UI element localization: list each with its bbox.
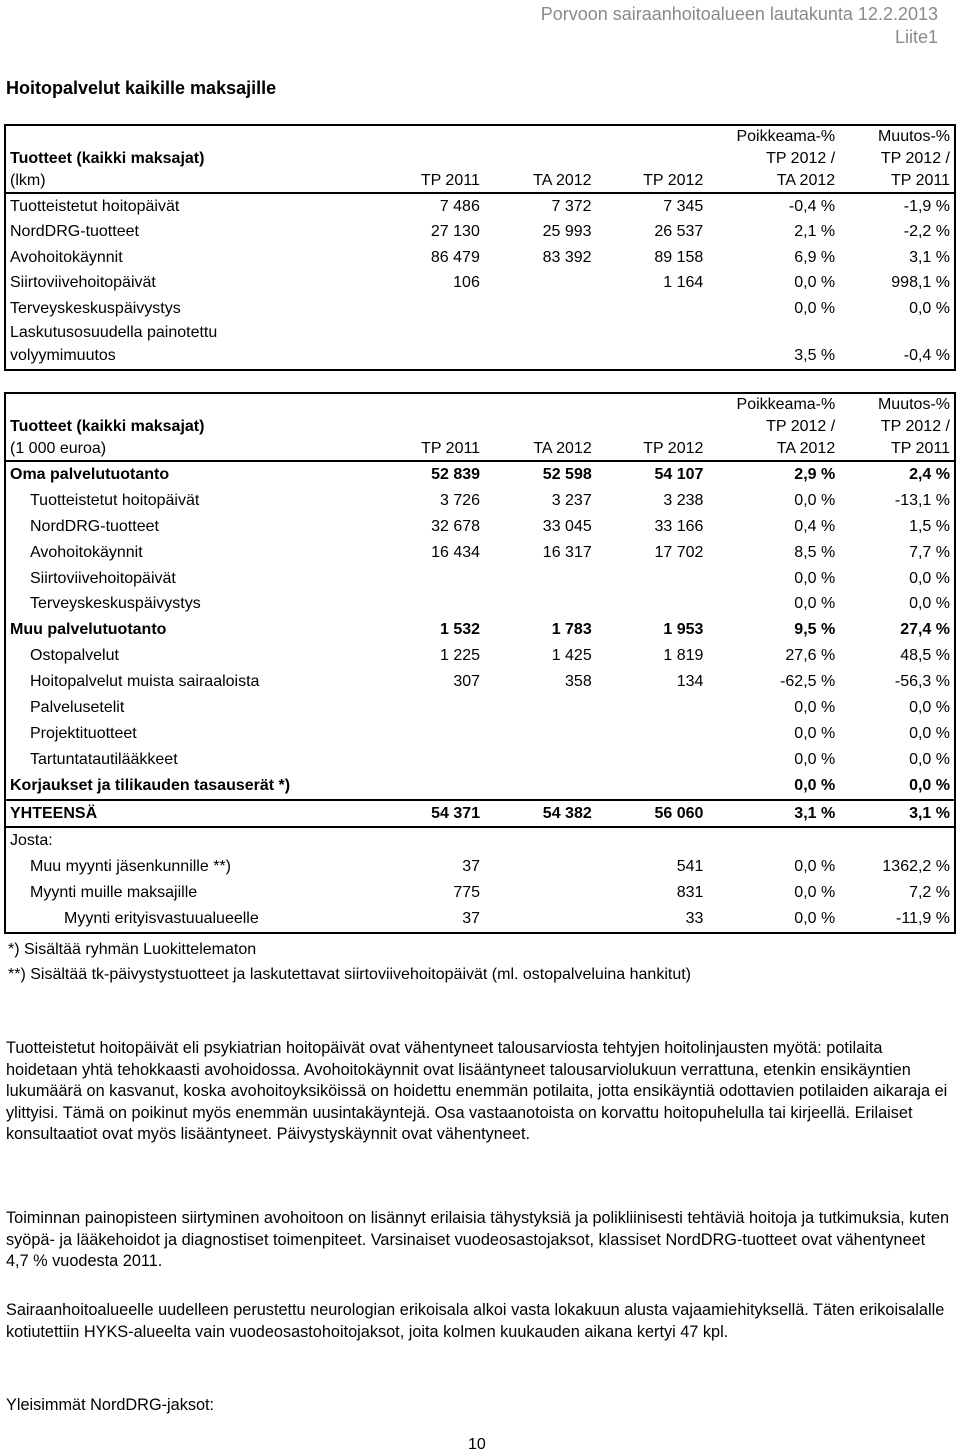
paragraph: Yleisimmät NordDRG-jaksot: xyxy=(6,1396,215,1414)
cell-deviation: 3,1 % xyxy=(707,800,839,828)
cell-deviation xyxy=(707,827,839,854)
table-row xyxy=(5,800,955,828)
cell-ta2012 xyxy=(484,566,596,592)
cell-tp2011 xyxy=(392,747,484,773)
cell-tp2012: 33 166 xyxy=(654,517,704,535)
table-row xyxy=(5,827,955,854)
table-row xyxy=(5,773,955,800)
table-row xyxy=(5,322,955,344)
col-header-deviation: TP 2012 / xyxy=(766,150,836,167)
cell-tp2011: 37 xyxy=(462,910,481,928)
cell-tp2011 xyxy=(392,721,484,747)
cell-tp2012: 3 238 xyxy=(663,491,704,509)
col-header-tp2011: TP 2011 xyxy=(392,170,484,193)
cell-deviation: 0,0 % xyxy=(794,491,836,509)
cell-tp2011: 775 xyxy=(453,884,481,902)
col-header-change: TP 2012 / xyxy=(880,418,950,435)
cell-deviation: -0,4 % xyxy=(788,197,836,215)
cell-tp2012: 17 702 xyxy=(654,543,704,561)
row-label: Josta: xyxy=(10,832,53,850)
cell-tp2012: 1 164 xyxy=(663,274,704,292)
col-header-deviation: Poikkeama-% xyxy=(736,128,836,145)
cell-tp2012 xyxy=(596,296,708,322)
cell-deviation: 0,0 % xyxy=(794,299,836,317)
cell-ta2012 xyxy=(484,747,596,773)
document-organization-header: Porvoon sairaanhoitoalueen lautakunta 12.2.2013 xyxy=(540,4,938,24)
cell-ta2012 xyxy=(484,827,596,854)
table-row xyxy=(5,695,955,721)
row-label: Avohoitokäynnit xyxy=(30,543,143,561)
euro-table xyxy=(4,392,956,934)
cell-deviation: 0,0 % xyxy=(794,858,836,876)
cell-ta2012: 7 372 xyxy=(551,197,592,215)
cell-deviation: 9,5 % xyxy=(794,621,836,639)
cell-tp2012: 7 345 xyxy=(663,197,704,215)
col-header-tp2012: TP 2012 xyxy=(596,438,708,461)
cell-tp2012: 26 537 xyxy=(654,223,704,241)
cell-change: 1,5 % xyxy=(909,517,950,535)
cell-change: 0,0 % xyxy=(909,299,950,317)
table-row xyxy=(5,344,955,371)
volume-table xyxy=(4,124,956,371)
cell-tp2012: 1 819 xyxy=(663,647,704,665)
cell-tp2011 xyxy=(392,591,484,617)
cell-ta2012 xyxy=(484,296,596,322)
cell-deviation: 0,0 % xyxy=(794,698,836,716)
cell-tp2012 xyxy=(596,591,708,617)
attachment-label: Liite1 xyxy=(894,27,938,47)
col-header-change: Muutos-% xyxy=(877,396,950,413)
cell-deviation: 0,0 % xyxy=(794,776,836,794)
cell-tp2012 xyxy=(596,773,708,800)
cell-tp2012: 1 953 xyxy=(663,621,704,639)
cell-ta2012: 25 993 xyxy=(542,223,592,241)
col-header-ta2012: TA 2012 xyxy=(484,170,596,193)
cell-change: -13,1 % xyxy=(894,491,950,509)
col-header-tp2011: TP 2011 xyxy=(392,438,484,461)
paragraph: Tuotteistetut hoitopäivät eli psykiatrian hoitopäivät ovat vähentyneet talousarviosta tehtyjen hoitolinjausten myötä: potilaita hoidetaan yhtä tehokkaasti avohoidossa. Avohoitokäynnit ovat lisääntyneet talousarviolukuun verrattuna, etenkin ensikäyntien lukumäärä on kasvanut, koska avohoitoyksiköissä on hoidettu enemmän potilaita, jotta ensikäyntiä odottavien potilaiden aikaraja ei ylittyisi. Tämä on poikinut myös enemmän uusintakäyntejä. Osa vastaanotoista on korvattu hoitopuhelulla tai kirjeellä. Erilaiset konsultaatiot ovat myös lisääntyneet. Päivystyskäynnit ovat vähentyneet. xyxy=(6,1039,948,1143)
page-number: 10 xyxy=(468,1436,486,1453)
cell-tp2011: 106 xyxy=(453,274,480,292)
cell-tp2011: 54 371 xyxy=(392,800,484,828)
cell-deviation: -62,5 % xyxy=(780,673,836,691)
row-label: Laskutusosuudella painotettu xyxy=(10,323,218,341)
cell-change: 2,4 % xyxy=(909,465,950,483)
cell-ta2012: 54 382 xyxy=(484,800,596,828)
col-header-change: TP 2012 / xyxy=(880,150,950,167)
cell-change: 48,5 % xyxy=(900,647,950,665)
cell-change: -11,9 % xyxy=(896,910,950,928)
row-label: Hoitopalvelut muista sairaaloista xyxy=(30,673,260,691)
row-label: Muu myynti jäsenkunnille **) xyxy=(30,858,231,876)
row-label: Avohoitokäynnit xyxy=(10,248,123,266)
cell-change: 3,1 % xyxy=(839,800,955,828)
table-row xyxy=(5,617,955,643)
row-label: Siirtoviivehoitopäivät xyxy=(10,274,156,292)
cell-change: 7,2 % xyxy=(909,884,950,902)
col-header-change: TP 2011 xyxy=(839,170,955,193)
cell-ta2012 xyxy=(484,906,596,933)
table-row xyxy=(5,488,955,514)
table-header-row xyxy=(5,170,955,193)
cell-tp2011: 16 434 xyxy=(431,543,481,561)
cell-ta2012 xyxy=(484,271,596,297)
cell-ta2012: 33 045 xyxy=(542,517,592,535)
row-label: Palvelusetelit xyxy=(30,698,125,716)
table-row xyxy=(5,296,955,322)
cell-change: 998,1 % xyxy=(891,274,950,292)
row-label: Myynti muille maksajille xyxy=(30,884,198,902)
cell-tp2011: 32 678 xyxy=(431,517,481,535)
cell-tp2011: 7 486 xyxy=(439,197,480,215)
row-label: Myynti erityisvastuualueelle xyxy=(64,910,259,928)
cell-ta2012: 358 xyxy=(565,673,592,691)
cell-tp2011: 1 225 xyxy=(440,647,481,665)
table-row xyxy=(5,540,955,566)
cell-ta2012: 16 317 xyxy=(542,543,592,561)
cell-deviation: 6,9 % xyxy=(794,248,836,266)
cell-change: 0,0 % xyxy=(909,595,950,613)
table-row xyxy=(5,271,955,297)
table-header-label: Tuotteet (kaikki maksajat) xyxy=(10,150,205,167)
cell-change: -2,2 % xyxy=(903,223,950,241)
row-label: NordDRG-tuotteet xyxy=(30,517,159,535)
table-row xyxy=(5,721,955,747)
cell-deviation: 0,0 % xyxy=(794,910,836,928)
cell-tp2011 xyxy=(392,827,484,854)
cell-change: 0,0 % xyxy=(909,698,950,716)
cell-tp2011: 307 xyxy=(453,673,481,691)
table-header-unit: (1 000 euroa) xyxy=(5,438,392,461)
row-label: Muu palvelutuotanto xyxy=(10,621,167,639)
table-header-row xyxy=(5,438,955,461)
cell-deviation: 2,9 % xyxy=(794,465,836,483)
table-row xyxy=(5,193,955,220)
col-header-deviation: TA 2012 xyxy=(707,170,839,193)
cell-change: -0,4 % xyxy=(903,347,950,365)
cell-tp2012 xyxy=(596,695,708,721)
cell-ta2012 xyxy=(484,591,596,617)
cell-deviation: 0,4 % xyxy=(794,517,836,535)
cell-ta2012: 3 237 xyxy=(551,491,592,509)
cell-tp2012: 56 060 xyxy=(596,800,708,828)
table-row xyxy=(5,461,955,488)
col-header-deviation: TA 2012 xyxy=(707,438,839,461)
cell-tp2012 xyxy=(596,827,708,854)
cell-change: 7,7 % xyxy=(909,543,950,561)
cell-deviation: 0,0 % xyxy=(794,595,836,613)
row-label: Siirtoviivehoitopäivät xyxy=(30,569,176,587)
row-label: volyymimuutos xyxy=(10,347,116,365)
cell-change: 0,0 % xyxy=(909,569,950,587)
cell-tp2011: 37 xyxy=(462,858,481,876)
cell-tp2011: 3 726 xyxy=(440,491,481,509)
cell-tp2011: 27 130 xyxy=(430,223,480,241)
table-header-row xyxy=(5,393,955,416)
table-header-row xyxy=(5,416,955,438)
cell-deviation: 8,5 % xyxy=(794,543,836,561)
row-label: Tuotteistetut hoitopäivät xyxy=(30,491,200,509)
cell-tp2011: 52 839 xyxy=(431,465,481,483)
table-row xyxy=(5,880,955,906)
cell-ta2012: 52 598 xyxy=(542,465,592,483)
footnote: *) Sisältää ryhmän Luokittelematon xyxy=(8,941,257,958)
table-header-unit: (lkm) xyxy=(5,170,392,193)
table-row xyxy=(5,245,955,271)
cell-ta2012 xyxy=(484,695,596,721)
cell-tp2012 xyxy=(596,747,708,773)
cell-change xyxy=(839,827,955,854)
col-header-tp2012: TP 2012 xyxy=(596,170,708,193)
row-label: YHTEENSÄ xyxy=(5,800,392,828)
col-header-deviation: Poikkeama-% xyxy=(736,396,836,413)
cell-ta2012 xyxy=(484,773,596,800)
cell-deviation: 27,6 % xyxy=(785,647,836,665)
cell-tp2012 xyxy=(596,721,708,747)
cell-deviation: 0,0 % xyxy=(794,274,836,292)
cell-deviation: 0,0 % xyxy=(794,724,836,742)
cell-change: 1362,2 % xyxy=(882,858,950,876)
cell-change: -56,3 % xyxy=(894,673,950,691)
cell-change: 0,0 % xyxy=(909,776,950,794)
cell-deviation: 0,0 % xyxy=(794,750,836,768)
cell-tp2011 xyxy=(392,566,484,592)
paragraph: Sairaanhoitoalueelle uudelleen perustettu neurologian erikoisala alkoi vasta lokakuun alusta vajaamiehityksellä. Täten erikoisalalle kotiutettiin HYKS-alueelta vain vuodeosastohoitojaksot, joita kolmen kuukauden aikana kertyi 47 kpl. xyxy=(6,1301,945,1341)
row-label: Terveyskeskuspäivystys xyxy=(10,299,181,317)
cell-tp2012 xyxy=(596,566,708,592)
cell-deviation: 0,0 % xyxy=(794,884,836,902)
cell-ta2012 xyxy=(484,880,596,906)
table-row xyxy=(5,514,955,540)
col-header-change: TP 2011 xyxy=(839,438,955,461)
cell-tp2011 xyxy=(392,695,484,721)
table-header-row xyxy=(5,148,955,170)
cell-change: -1,9 % xyxy=(903,197,950,215)
cell-ta2012 xyxy=(484,721,596,747)
cell-tp2011: 86 479 xyxy=(430,248,480,266)
table-row xyxy=(5,906,955,933)
cell-change: 27,4 % xyxy=(900,621,950,639)
row-label: Tuotteistetut hoitopäivät xyxy=(10,197,180,215)
page-title: Hoitopalvelut kaikille maksajille xyxy=(6,78,277,98)
row-label: Korjaukset ja tilikauden tasauserät *) xyxy=(10,776,291,794)
table-row xyxy=(5,643,955,669)
row-label: Projektituotteet xyxy=(30,724,137,742)
cell-change: 0,0 % xyxy=(909,750,950,768)
table-header-label: Tuotteet (kaikki maksajat) xyxy=(10,418,205,435)
table-row xyxy=(5,591,955,617)
cell-ta2012: 1 783 xyxy=(551,621,592,639)
row-label: Oma palvelutuotanto xyxy=(10,465,170,483)
footnote: **) Sisältää tk-päivystystuotteet ja laskutettavat siirtoviivehoitopäivät (ml. ostopalveluina hankitut) xyxy=(8,966,691,983)
table-row xyxy=(5,747,955,773)
row-label: Terveyskeskuspäivystys xyxy=(30,595,201,613)
cell-tp2012: 33 xyxy=(685,910,704,928)
cell-deviation: 0,0 % xyxy=(794,569,836,587)
cell-tp2012: 134 xyxy=(676,673,704,691)
row-label: Tartuntatautilääkkeet xyxy=(30,750,178,768)
cell-change: 3,1 % xyxy=(909,248,950,266)
row-label: Ostopalvelut xyxy=(30,647,119,665)
table-row xyxy=(5,220,955,246)
cell-deviation: 2,1 % xyxy=(794,223,836,241)
row-label: NordDRG-tuotteet xyxy=(10,223,139,241)
col-header-ta2012: TA 2012 xyxy=(484,438,596,461)
cell-ta2012: 83 392 xyxy=(542,248,592,266)
col-header-deviation: TP 2012 / xyxy=(766,418,836,435)
cell-tp2011: 1 532 xyxy=(440,621,481,639)
cell-ta2012 xyxy=(484,854,596,880)
cell-tp2012: 831 xyxy=(676,884,704,902)
col-header-change: Muutos-% xyxy=(877,128,950,145)
cell-deviation: 3,5 % xyxy=(794,347,836,365)
footnotes xyxy=(8,937,691,987)
cell-change: 0,0 % xyxy=(909,724,950,742)
paragraph: Toiminnan painopisteen siirtyminen avohoitoon on lisännyt erilaisia tähystyksiä ja polikliinisesti tehtäviä hoitoja ja tutkimuksia, kuten syöpä- ja lääkehoidot ja diagnostiset toimenpiteet. Varsinaiset vuodeosastojaksot, klassiset NordDRG-tuotteet ovat vähentyneet 4,7 % vuodesta 2011. xyxy=(6,1209,949,1270)
cell-ta2012: 1 425 xyxy=(551,647,592,665)
cell-tp2011 xyxy=(392,296,484,322)
cell-tp2012: 54 107 xyxy=(654,465,704,483)
cell-tp2012: 541 xyxy=(676,858,704,876)
table-header-row xyxy=(5,125,955,148)
cell-tp2012: 89 158 xyxy=(654,248,704,266)
cell-tp2011 xyxy=(392,773,484,800)
table-row xyxy=(5,669,955,695)
table-row xyxy=(5,854,955,880)
table-row xyxy=(5,566,955,592)
